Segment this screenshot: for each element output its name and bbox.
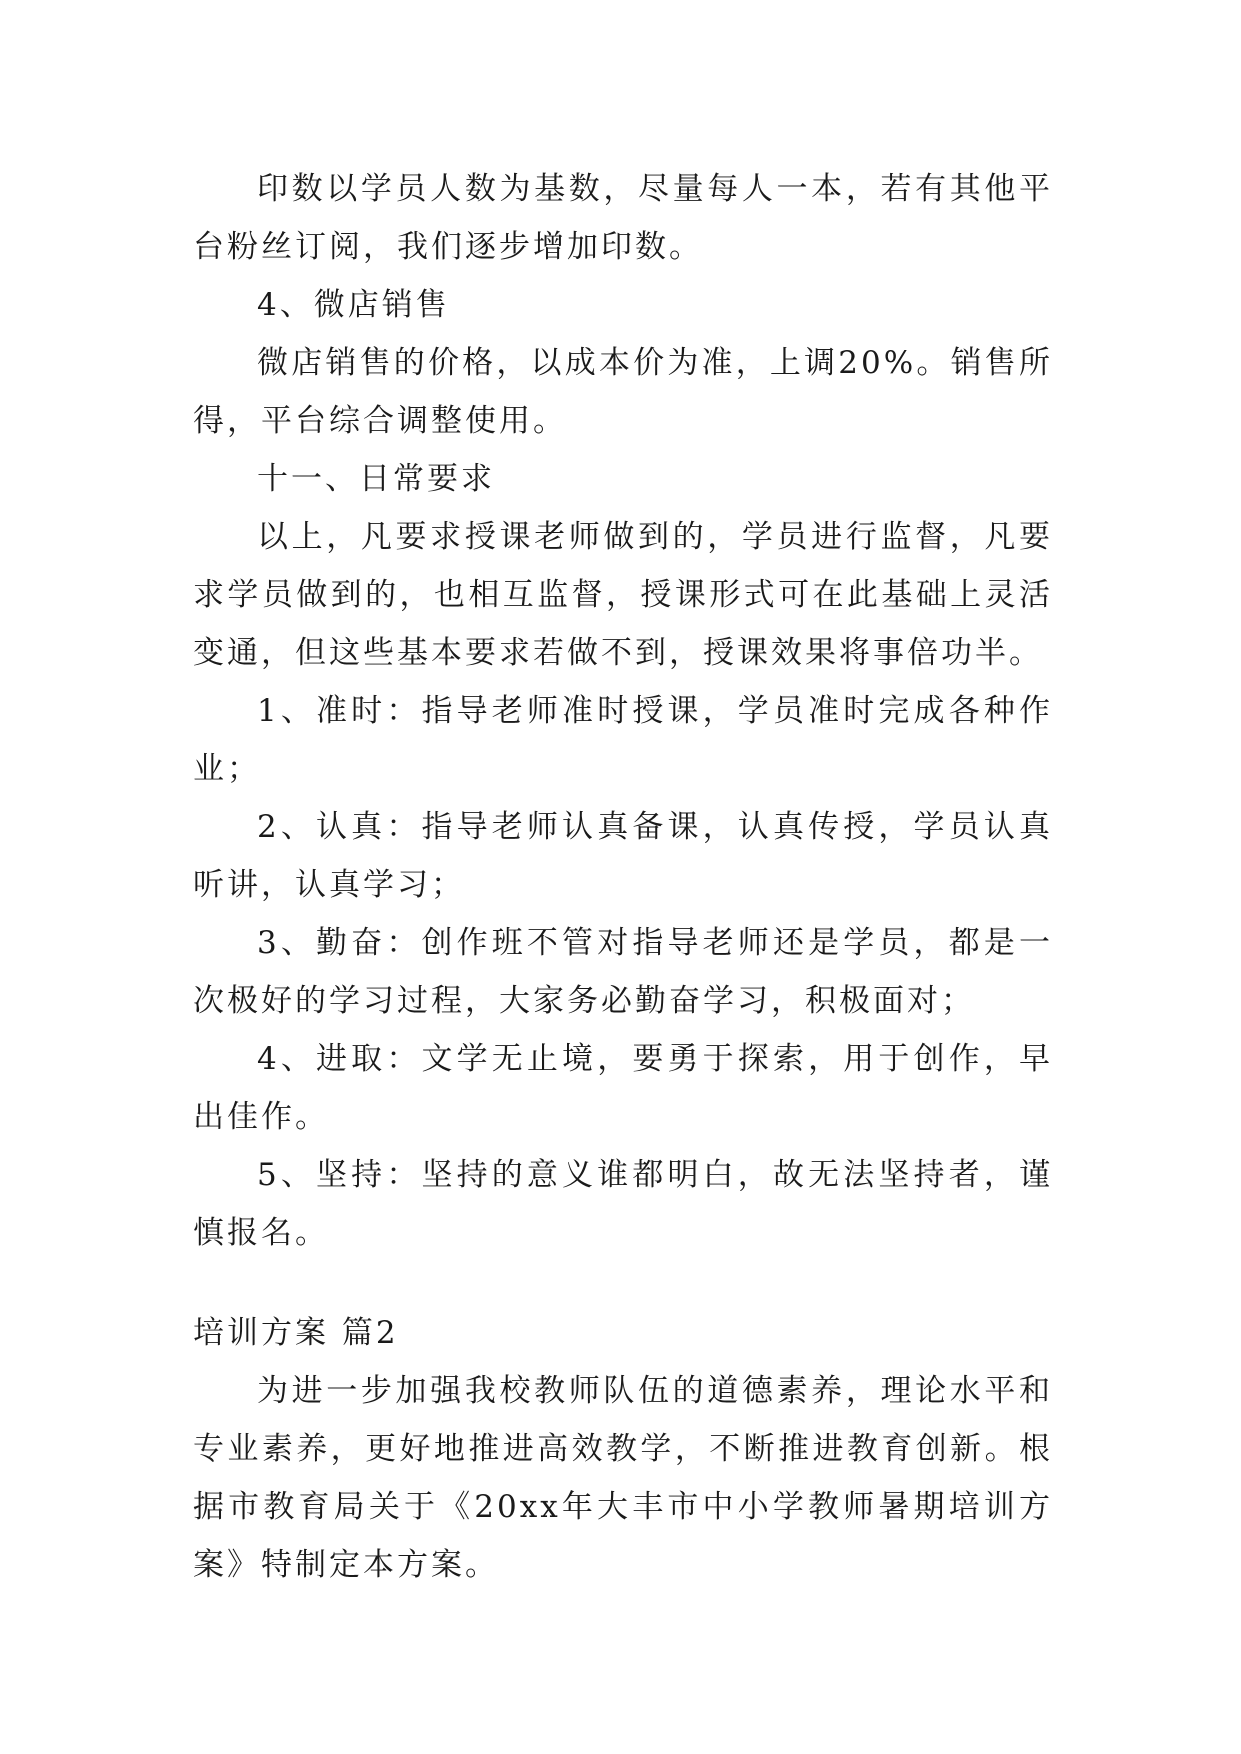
section-spacer <box>193 1262 1053 1304</box>
paragraph-plan-intro: 为进一步加强我校教师队伍的道德素养，理论水平和专业素养，更好地推进高效教学，不断推进教育创新。根据市教育局关于《20xx年大丰市中小学教师暑期培训方案》特制定本方案。 <box>193 1373 1053 1583</box>
list-item-earnest: 2、认真：指导老师认真备课，认真传授，学员认真听讲，认真学习； <box>193 809 1053 903</box>
list-item-persistent: 5、坚持：坚持的意义谁都明白，故无法坚持者，谨慎报名。 <box>193 1157 1053 1251</box>
paragraph-print-count: 印数以学员人数为基数，尽量每人一本，若有其他平台粉丝订阅，我们逐步增加印数。 <box>193 171 1053 265</box>
section-heading-daily-requirements: 十一、日常要求 <box>257 461 495 497</box>
paragraph-store-price: 微店销售的价格，以成本价为准，上调20%。销售所得，平台综合调整使用。 <box>193 345 1053 439</box>
item-heading-wechat-store: 4、微店销售 <box>257 287 450 323</box>
paragraph-supervision: 以上，凡要求授课老师做到的，学员进行监督，凡要求学员做到的，也相互监督，授课形式可在此基础上灵活变通，但这些基本要求若做不到，授课效果将事倍功半。 <box>193 519 1053 671</box>
section-title-plan-2: 培训方案 篇2 <box>193 1315 399 1351</box>
document-body <box>193 160 1053 1594</box>
list-item-diligent: 3、勤奋：创作班不管对指导老师还是学员，都是一次极好的学习过程，大家务必勤奋学习，积极面对； <box>193 925 1053 1019</box>
list-item-progressive: 4、进取：文学无止境，要勇于探索，用于创作，早出佳作。 <box>193 1041 1053 1135</box>
list-item-punctual: 1、准时：指导老师准时授课，学员准时完成各种作业； <box>193 693 1053 787</box>
